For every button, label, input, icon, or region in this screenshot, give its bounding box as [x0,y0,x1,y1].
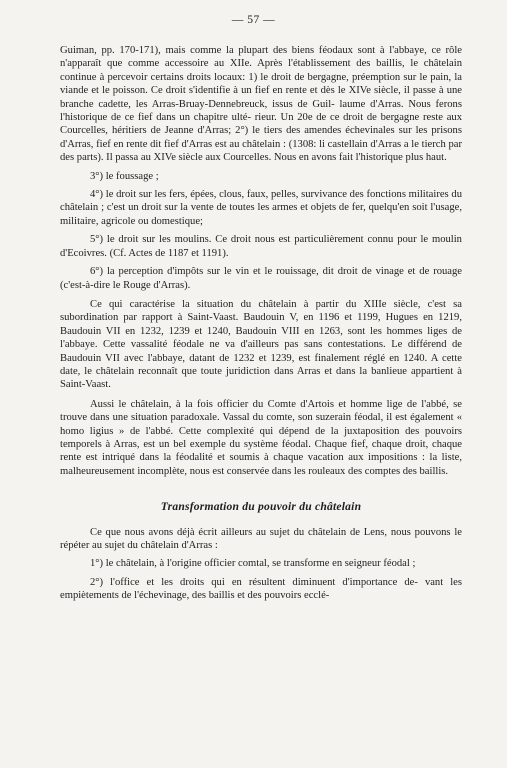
paragraph-3 [60,188,462,228]
text-line: est intriqué dans la féodalité et soumis à chaque vacation aux impositions : [85,452,425,464]
text-line: c'est sa subordination par rapport à Saint-Vaast. Baudouin V, en 1196 et [60,298,462,324]
text-line: fonctions militaires du châtelain ; c'est un droit sur la vente de toutes [60,189,462,214]
section-title: Transformation du pouvoir du châtelain [160,500,362,514]
text-line: pour le moulin d'Ecoivres. (Cf. Actes de 1187 et 1191). [60,234,462,259]
text-line: rieur. Un 20e de ce droit de bergagne reste aux Courcelles, héritiers de [60,112,462,137]
paragraph-6 [60,298,462,392]
text-line: Ce qui caractérise la situation du châtelain à partir du XIIIe siècle, [90,298,421,310]
text-line: Guiman, pp. 170-171), mais comme la plupart des biens féodaux sont [60,45,376,56]
text-line: domestique; [151,215,203,227]
text-line: bel exemple du système féodal. Chaque fief, chaque droit, chaque rente [60,438,462,464]
text-line: date, le châtelain reconnaît que toute juridiction dans Arras et dans la [60,365,368,377]
paragraph-1 [60,44,462,165]
text-line: d'Arras a le tierch par des parts). Il passa au XIVe siècle aux Courcelles. [60,138,462,164]
text-line: banlieue appartient à Saint-Vaast. [60,365,462,391]
text-line: d'ailleurs pas sans contestations. Le différend de Baudouin VII avec [60,339,462,364]
text-line: à l'abbaye, ce rôle n'apparaît que comme accessoire au XIIe. [60,45,462,70]
text-line: Jeanne d'Arras; 2°) le tiers des amendes échevinales sur les prisons [164,125,462,137]
text-line: en 1263, sont les hommes liges de l'abbaye. Cette vassalité féodale ne va [60,325,462,351]
paragraph-8 [60,526,462,553]
text-line: vant les empiètements de l'échevinage, des baillis et des pouvoirs ecclé- [60,576,462,602]
text-line: des comptes des baillis. [348,465,449,477]
text-line: Nous en avons fait l'historique plus haut. [273,152,447,164]
paragraph-10 [60,576,462,603]
text-line: il passe à une branche cadette, les Arras-Bruay-Dennebreuck, issus de Guil- [60,85,462,110]
text-line: Après l'établissement des baillis, le châtelain continue à percevoir certains [60,58,462,83]
text-line: et le poisson. Ce droit s'identifie à un fief en rente et dès le XIVe siècle, [91,85,401,97]
text-line: l'abbaye, datant de 1232 et 1239, est finalement réglé en 1240. A cette [147,352,462,364]
text-line: 4°) le droit sur les fers, épées, clous, faux, pelles, survivance des [90,189,364,201]
text-line: de l'abbé, se trouve dans une situation paradoxale. Vassal du comte, son [60,398,463,424]
text-line: féodal ; [383,558,416,570]
text-line: les armes et objets de fer, quelqu'en soit l'usage, militaire, agricole ou [60,202,462,227]
text-line: 6°) la perception d'impôts sur le vin et le rouissage, dit droit de [90,266,372,278]
text-line: 1°) le châtelain, à l'origine officier comtal, se transforme en seigneur [90,558,381,570]
text-line: vinage et de rouage (c'est-à-dire le Rouge d'Arras). [60,266,463,291]
paragraph-9 [60,557,462,570]
paragraph-4 [60,233,462,260]
text-line: qui dépend de la juxtaposition des pouvoirs temporels à Arras, est un [60,425,462,450]
text-line: 5°) le droit sur les moulins. Ce droit nous est particulièrement connu [90,234,394,246]
paragraph-5 [60,265,462,292]
document-body [60,44,462,603]
text-line: suzerain féodal, il est également « homo ligius » de l'abbé. Cette complexité [60,412,462,437]
text-line: d'Arras, fief en rente dit fief d'Arras est au châtelain : (1308: li castellain [60,138,368,150]
text-line: droits locaux: 1) le droit de bergagne, préemption sur le pain, la viande [60,71,463,97]
text-line: 1199, Hugues en 1219, Baudouin VII en 1232, 1239 et 1240, Baudouin VIII [60,312,462,337]
text-line: la liste, malheureusement incomplète, nous est conservée dans les rouleaux [60,452,462,477]
text-line: laume d'Arras. Nous ferons l'historique de ce fief dans un chapitre ulté- [60,98,462,124]
paragraph-7 [60,398,462,478]
paragraph-2 [60,170,462,183]
text-line: 2°) l'office et les droits qui en résultent diminuent d'importance de- [90,576,418,588]
page-number: — 57 — [231,14,276,26]
text-line: Ce que nous avons déjà écrit ailleurs au sujet du châtelain de Lens, [90,526,388,538]
text-line: 3°) le foussage ; [90,170,159,182]
text-line: nous pouvons le répéter au sujet du châtelain d'Arras : [60,526,462,551]
text-line: Aussi le châtelain, à la fois officier du Comte d'Artois et homme lige [90,398,403,410]
